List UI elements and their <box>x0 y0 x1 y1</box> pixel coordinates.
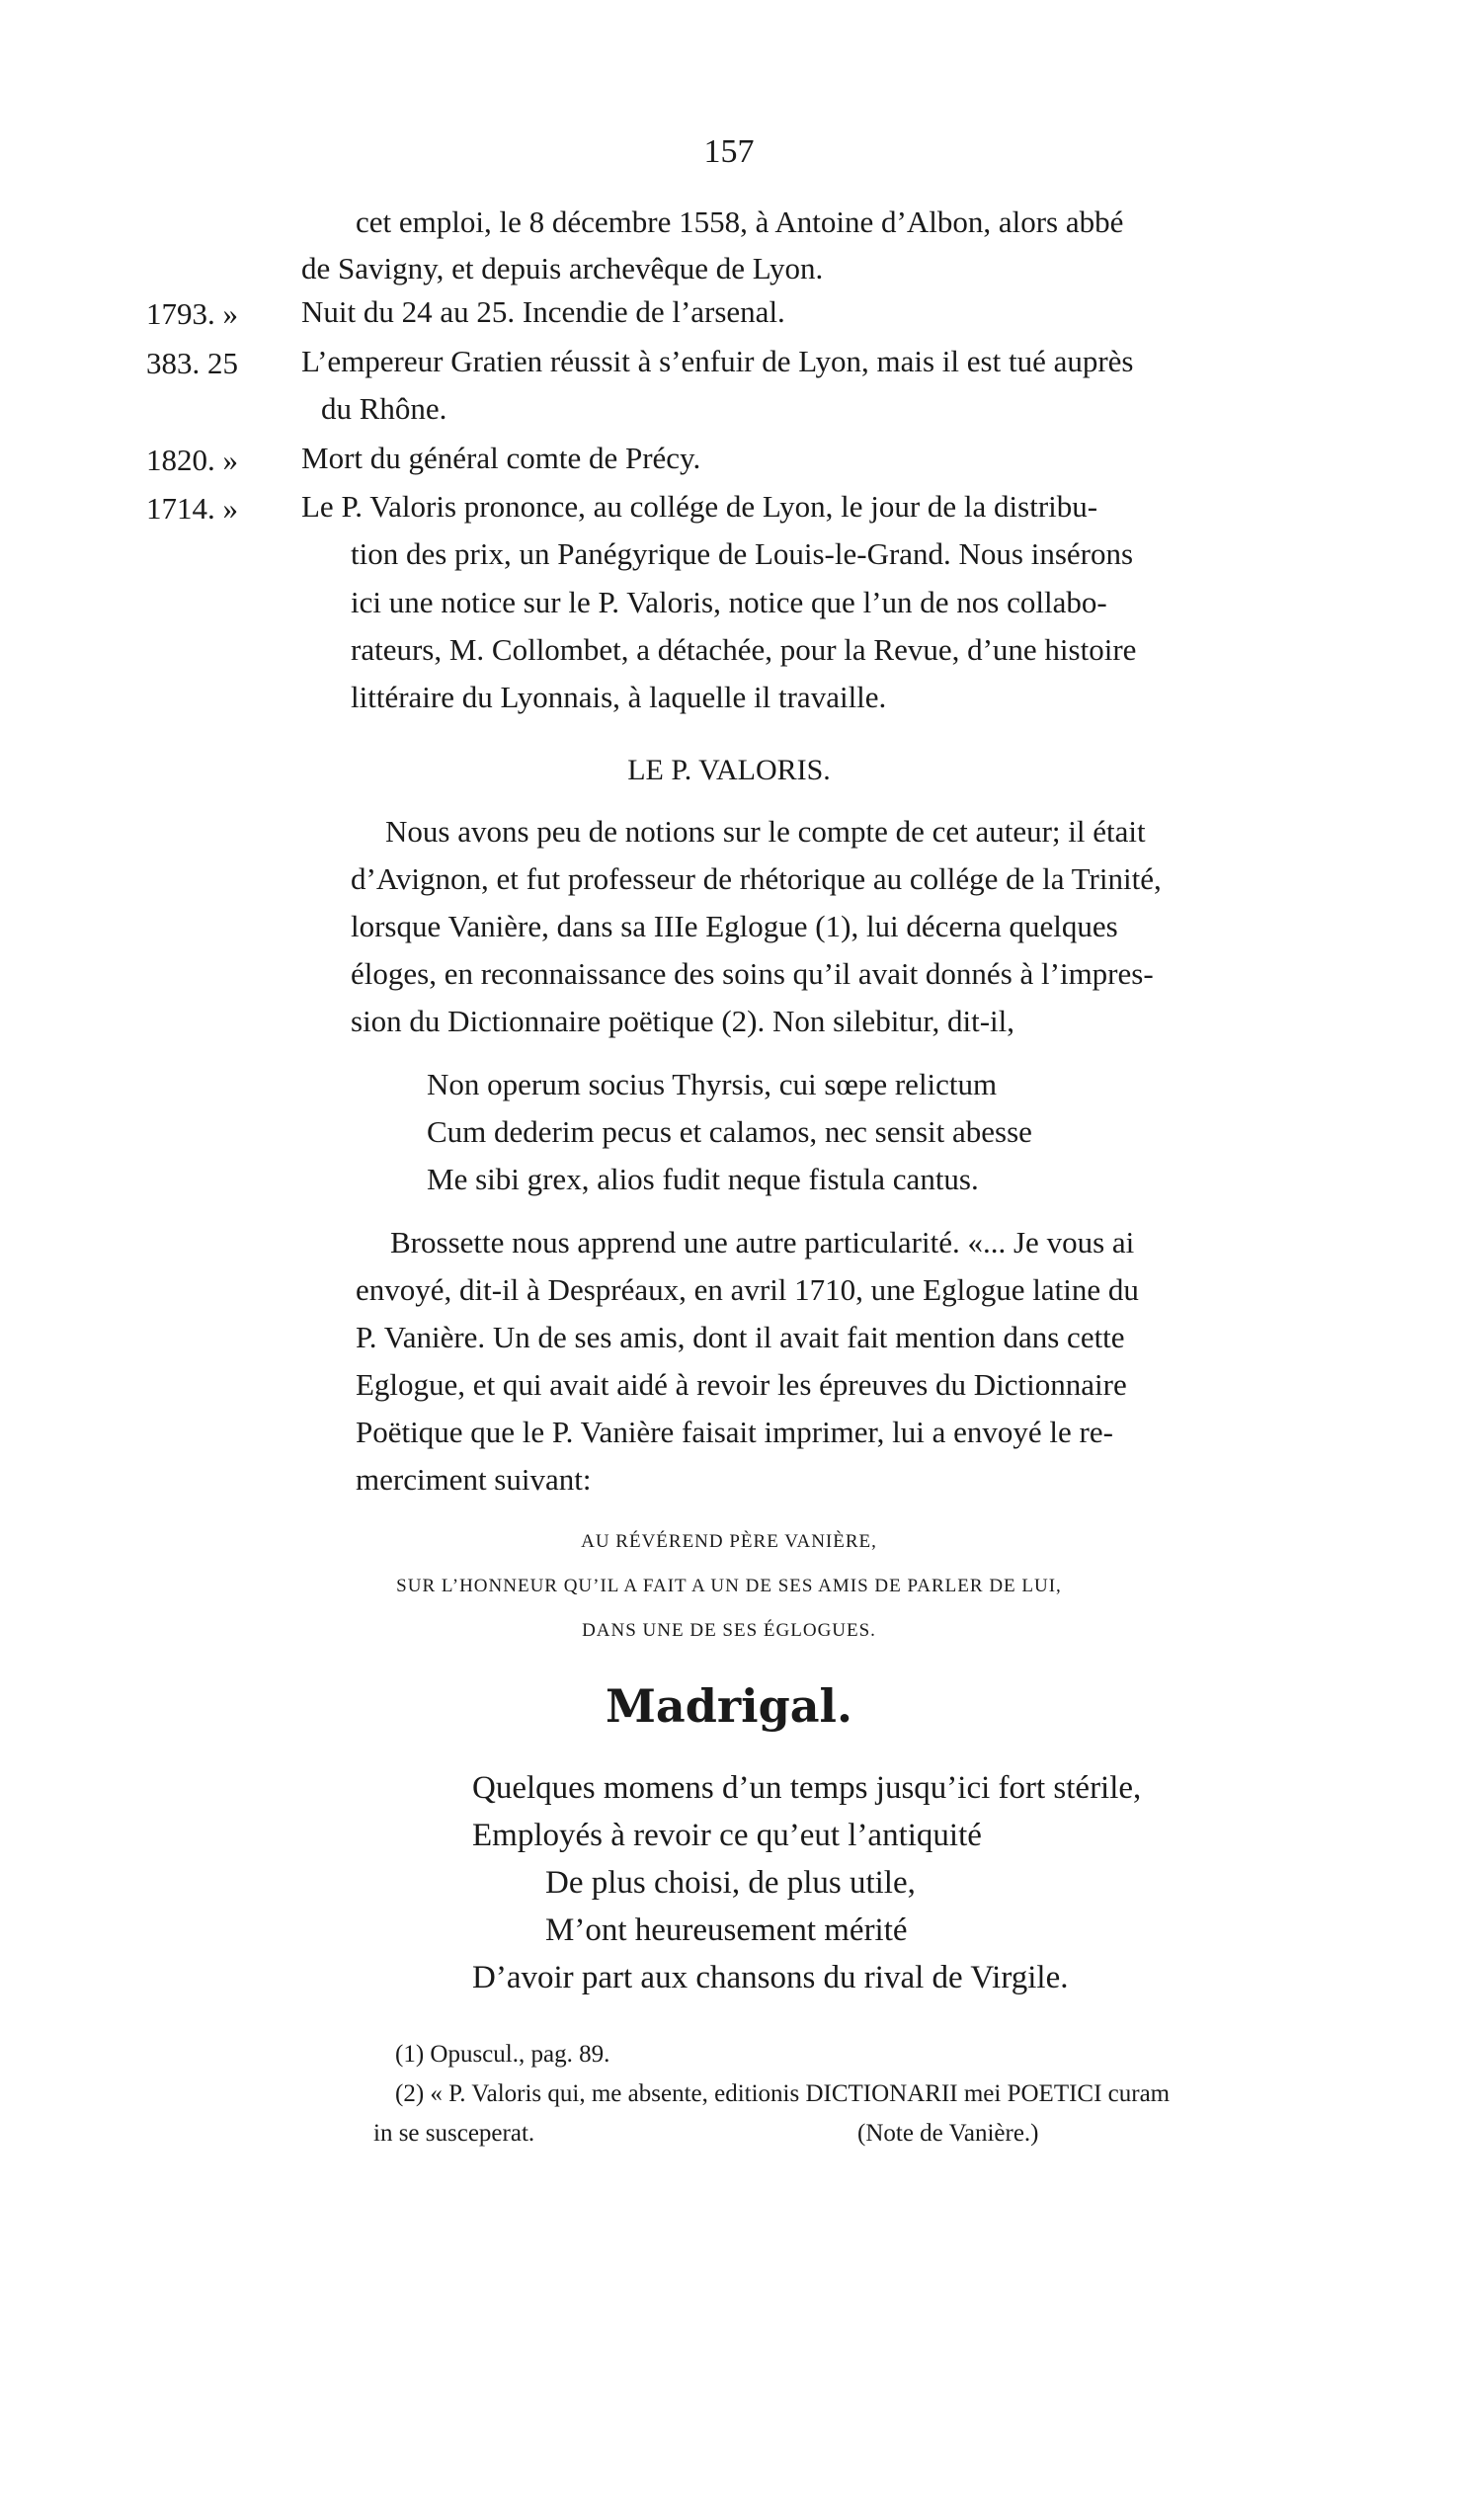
dedication-line: SUR L’HONNEUR QU’IL A FAIT A UN DE SES AMIS DE PARLER DE LUI, <box>396 1576 1062 1596</box>
madrigal-verse: De plus choisi, de plus utile, <box>545 1865 916 1901</box>
entry-text: L’empereur Gratien réussit à s’enfuir de Lyon, mais il est tué auprès <box>301 344 1134 378</box>
madrigal-verse: Quelques momens d’un temps jusqu’ici fort stérile, <box>472 1770 1142 1806</box>
page-number: 157 <box>703 133 755 170</box>
paragraph-line: P. Vanière. Un de ses amis, dont il avait fait mention dans cette <box>356 1320 1125 1354</box>
entry-continuation-line: cet emploi, le 8 décembre 1558, à Antoine d’Albon, alors abbé <box>356 204 1124 239</box>
footnote: (1) Opuscul., pag. 89. <box>395 2041 610 2068</box>
madrigal-verse: D’avoir part aux chansons du rival de Virgile. <box>472 1960 1069 1995</box>
latin-verse: Non operum socius Thyrsis, cui sœpe relictum <box>427 1067 998 1101</box>
entry-date: 383. 25 <box>146 346 238 380</box>
paragraph-line: Nous avons peu de notions sur le compte de cet auteur; il était <box>385 814 1146 849</box>
entry-date: 1714. » <box>146 491 238 526</box>
entry-text: du Rhône. <box>321 391 447 426</box>
entry-text: littéraire du Lyonnais, à laquelle il travaille. <box>351 680 887 714</box>
footnote: (2) « P. Valoris qui, me absente, editionis DICTIONARII mei POETICI curam <box>395 2080 1171 2107</box>
madrigal-verse: M’ont heureusement mérité <box>545 1912 908 1948</box>
paragraph-line: Poëtique que le P. Vanière faisait imprimer, lui a envoyé le re- <box>356 1415 1113 1449</box>
entry-text: Nuit du 24 au 25. Incendie de l’arsenal. <box>301 294 785 329</box>
footnote-attribution: (Note de Vanière.) <box>857 2120 1039 2147</box>
paragraph-line: sion du Dictionnaire poëtique (2). Non silebitur, dit-il, <box>351 1004 1015 1038</box>
paragraph-line: d’Avignon, et fut professeur de rhétorique au collége de la Trinité, <box>351 861 1162 896</box>
latin-verse: Cum dederim pecus et calamos, nec sensit abesse <box>427 1114 1032 1149</box>
paragraph-line: merciment suivant: <box>356 1462 592 1497</box>
paragraph-line: envoyé, dit-il à Despréaux, en avril 1710, une Eglogue latine du <box>356 1272 1139 1307</box>
entry-date: 1793. » <box>146 296 238 331</box>
dedication-line: DANS UNE DE SES ÉGLOGUES. <box>582 1620 876 1641</box>
paragraph-line: Eglogue, et qui avait aidé à revoir les épreuves du Dictionnaire <box>356 1367 1127 1402</box>
entry-date: 1820. » <box>146 443 238 477</box>
latin-verse: Me sibi grex, alios fudit neque fistula cantus. <box>427 1162 979 1196</box>
madrigal-title: Madrigal. <box>605 1679 853 1733</box>
paragraph-line: lorsque Vanière, dans sa IIIe Eglogue (1), lui décerna quelques <box>351 909 1118 943</box>
entry-text: rateurs, M. Collombet, a détachée, pour la Revue, d’une histoire <box>351 632 1137 667</box>
footnote: in se susceperat. <box>373 2120 535 2147</box>
entry-text: Le P. Valoris prononce, au collége de Lyon, le jour de la distribu- <box>301 489 1098 524</box>
paragraph-line: éloges, en reconnaissance des soins qu’il avait donnés à l’impres- <box>351 956 1154 991</box>
section-title: LE P. VALORIS. <box>627 754 831 786</box>
entry-text: tion des prix, un Panégyrique de Louis-le-Grand. Nous insérons <box>351 536 1134 571</box>
dedication-line: AU RÉVÉREND PÈRE VANIÈRE, <box>581 1531 877 1552</box>
entry-continuation-line: de Savigny, et depuis archevêque de Lyon. <box>301 251 824 285</box>
entry-text: ici une notice sur le P. Valoris, notice que l’un de nos collabo- <box>351 585 1107 619</box>
madrigal-verse: Employés à revoir ce qu’eut l’antiquité <box>472 1818 982 1853</box>
paragraph-line: Brossette nous apprend une autre particularité. «... Je vous ai <box>390 1225 1135 1260</box>
entry-text: Mort du général comte de Précy. <box>301 441 701 475</box>
